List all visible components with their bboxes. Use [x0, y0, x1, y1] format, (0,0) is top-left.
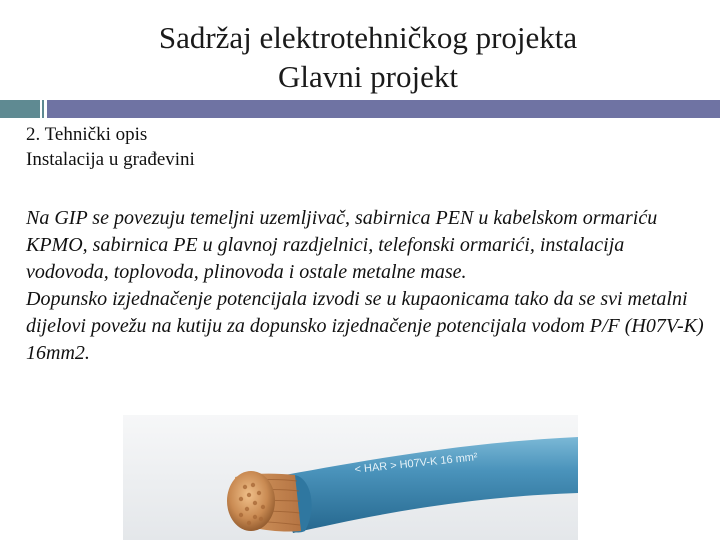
slide-title-line1: Sadržaj elektrotehničkog projekta: [158, 20, 578, 55]
body-text: [26, 205, 706, 367]
section-heading-block: [26, 122, 195, 172]
cable-photo: [123, 415, 578, 540]
accent-bar-left: [0, 100, 40, 118]
cable-marking-text: < HAR > H07V-K 16 mm²: [354, 451, 479, 476]
section-heading: 2. Tehnički opis: [26, 124, 148, 145]
accent-bar-divider: [42, 100, 44, 118]
body-paragraph-equipotential: Dopunsko izjednačenje potencijala izvodi se u kupaonicama tako da se svi metalni dijelovi povežu na kutiju za dopunsko izjednačenje potencijala vodom P/F (H07V-K) 16mm2.: [26, 288, 704, 364]
accent-bar-right: [47, 100, 720, 118]
slide-title: [0, 18, 720, 96]
section-subheading: Instalacija u građevini: [26, 149, 195, 170]
slide-title-line2: Glavni projekt: [278, 59, 458, 94]
body-paragraph-gip: Na GIP se povezuju temeljni uzemljivač, sabirnica PEN u kabelskom ormariću KPMO, sabirnica PE u glavnoj razdjelnici, telefonski ormarići, instalacija vodovoda, toplovoda, plinovoda i ostale metalne mase.: [26, 207, 658, 283]
